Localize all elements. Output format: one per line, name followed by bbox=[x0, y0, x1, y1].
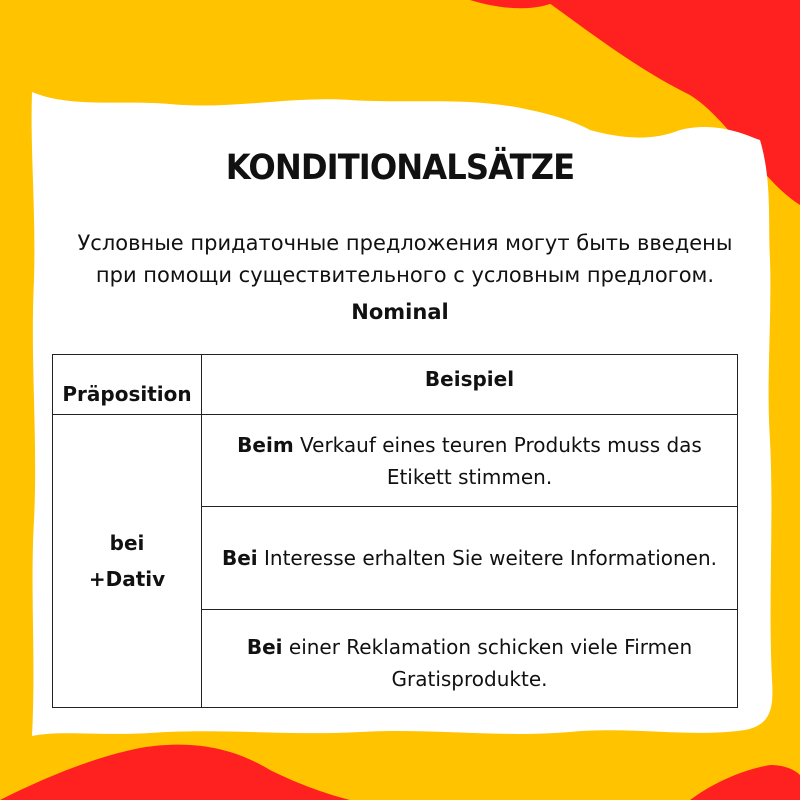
example-keyword: Bei bbox=[246, 634, 283, 659]
intro-text bbox=[40, 227, 770, 291]
section-subheading: Nominal bbox=[351, 300, 449, 324]
example-text bbox=[222, 542, 717, 574]
example-keyword: Beim bbox=[237, 432, 294, 457]
example-text bbox=[220, 631, 719, 695]
example-keyword: Bei bbox=[221, 546, 258, 570]
preposition-cell bbox=[53, 415, 202, 707]
preposition-case: +Dativ bbox=[88, 567, 166, 591]
page-title: KONDITIONALSÄTZE bbox=[225, 148, 575, 188]
preposition-word: bei bbox=[109, 531, 145, 555]
example-row bbox=[202, 507, 737, 610]
intro-line-2: при помощи существительного с условным предлогом. bbox=[95, 263, 715, 287]
intro-line-1: Условные придаточные предложения могут быть введены bbox=[77, 231, 733, 255]
example-rest: einer Reklamation schicken viele Firmen Gratisprodukte. bbox=[282, 634, 693, 691]
header-preposition: Präposition bbox=[53, 355, 202, 415]
example-rest: Interesse erhalten Sie weitere Informationen. bbox=[257, 546, 718, 570]
header-example: Beispiel bbox=[202, 355, 737, 415]
example-row bbox=[202, 610, 737, 707]
example-text bbox=[220, 429, 719, 493]
grammar-table bbox=[52, 354, 738, 708]
example-row bbox=[202, 415, 737, 507]
example-rest: Verkauf eines teuren Produkts muss das Etikett stimmen. bbox=[293, 432, 702, 489]
